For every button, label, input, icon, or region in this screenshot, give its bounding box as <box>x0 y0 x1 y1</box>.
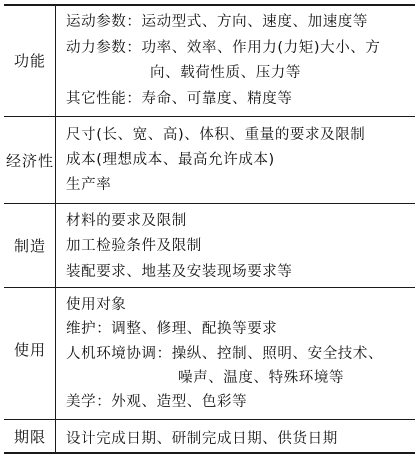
row-line: 维护：调整、修理、配换等要求 <box>66 321 278 337</box>
row-category: 期限 <box>13 428 46 446</box>
row-line: 加工检验条件及限制 <box>66 238 202 254</box>
row-line: 向、载荷性质、压力等 <box>150 65 301 81</box>
row-category: 经济性 <box>5 152 54 170</box>
row-line: 动力参数：功率、效率、作用力(力矩)大小、方 <box>66 40 381 56</box>
row-line: 设计完成日期、研制完成日期、供货日期 <box>66 431 338 447</box>
table-row <box>4 287 415 419</box>
row-line: 成本(理想成本、最高允许成本) <box>66 152 275 168</box>
row-line: 生产率 <box>66 177 112 193</box>
row-line: 其它性能：寿命、可靠度、精度等 <box>66 91 293 107</box>
row-line: 使用对象 <box>66 297 127 313</box>
row-line: 人机环境协调：操纵、控制、照明、安全技术、 <box>66 346 384 362</box>
row-category: 制造 <box>13 237 46 255</box>
row-line: 噪声、温度、特殊环境等 <box>178 370 345 386</box>
table-row <box>4 203 415 287</box>
row-category: 功能 <box>13 52 46 70</box>
table-row <box>4 419 415 452</box>
row-line: 美学：外观、造型、色彩等 <box>66 394 248 410</box>
row-line: 运动参数：运动型式、方向、速度、加速度等 <box>66 14 368 30</box>
row-line: 尺寸(长、宽、高)、体积、重量的要求及限制 <box>66 127 366 143</box>
row-line: 材料的要求及限制 <box>66 213 187 229</box>
row-category: 使用 <box>13 341 46 359</box>
table-row <box>4 116 415 203</box>
table-row <box>4 4 415 116</box>
table-bottom-border <box>4 452 415 454</box>
row-line: 装配要求、地基及安装现场要求等 <box>66 264 293 280</box>
